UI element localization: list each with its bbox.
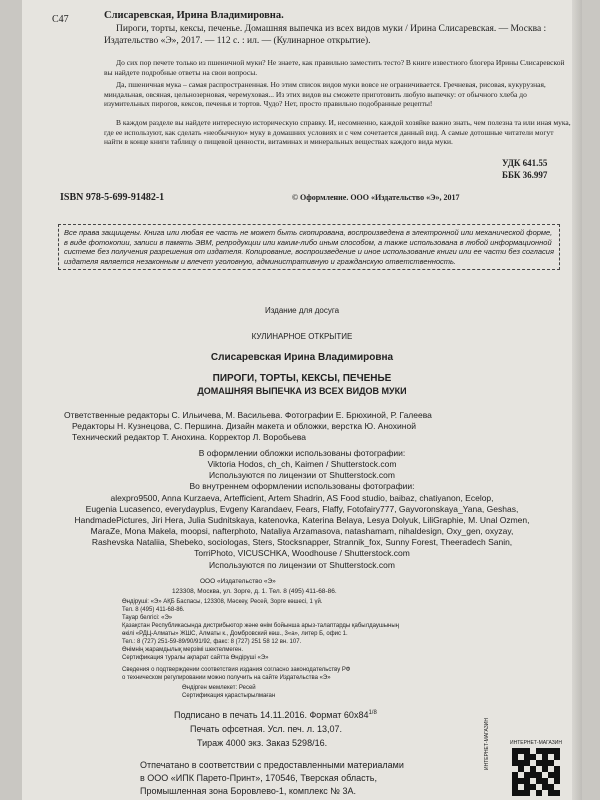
- catalog-code: С47: [52, 14, 69, 25]
- credits-line: Технический редактор Т. Анохина. Корректор Л. Воробьева: [72, 432, 307, 442]
- qr-side-label: ИНТЕРНЕТ-МАГАЗИН: [484, 718, 490, 770]
- book-imprint-page: [22, 0, 582, 800]
- format-fraction: 1/8: [368, 710, 377, 716]
- annotation-paragraph: В каждом разделе вы найдете интересную историческую справку. И, несомненно, каждой хозяйке важно знать, чем полезна та или иная мука, где ее используют, как сделать «необычную» муку в домашних условиях и с чем сочетается данный вид. А самые дотошные читатели могут найти в конце книги таблицу о пищевой ценности, витаминах и минеральных веществах каждого вида муки.: [104, 118, 571, 146]
- certification-info: Сведения о подтверждении соответствия издания согласно законодательству РФ о техническом регулировании можно получить на сайте Издательства «Э»: [122, 667, 351, 681]
- kz-distributor-info: Өндіруші: «Э» АҚБ Баспасы, 123308, Мәскеу, Ресей, Зорге көшесі, 1 үй. Тел. 8 (495) 411-68-86. Тауар белгісі: «Э» Қазақстан Республикасында дистрибьютор және өнім бойынша арыз-талаптарды қабылдаушының өкілі «РДЦ-Алматы» ЖШС, Алматы к., Домбровский көш., 3«а», литер Б, офис 1. Тел.: 8 (727) 251-59-89/90/91/92, факс: 8 (727) 251 58 12 вн. 107. Өнімнің жарамдылық мерзімі шектелмеген. Сертификация туралы ақпарат сайтта Өндіруші «Э»: [122, 599, 399, 661]
- qr-label: ИНТЕРНЕТ-МАГАЗИН: [510, 740, 562, 746]
- page-fold-shadow: [572, 0, 582, 800]
- imprint-subtitle: ДОМАШНЯЯ ВЫПЕЧКА ИЗ ВСЕХ ВИДОВ МУКИ: [197, 386, 407, 396]
- printed-by: Промышленная зона Боровлево-1, комплекс № 3А.: [140, 786, 356, 796]
- kz-country: Өндірген мемлекет: Ресей: [182, 685, 256, 691]
- license-note: Используются по лицензии от Shutterstock.com: [209, 470, 395, 480]
- cover-photos-credits: Viktoria Hodos, ch_ch, Kaimen / Shutterstock.com: [207, 459, 397, 469]
- publisher-address: 123308, Москва, ул. Зорге, д. 1. Тел. 8 (495) 411-68-86.: [172, 588, 337, 595]
- credits-line: Редакторы Н. Кузнецова, С. Першина. Дизайн макета и обложки, верстка Ю. Анохиной: [72, 421, 416, 431]
- cover-photos-heading: В оформлении обложки использованы фотографии:: [198, 448, 406, 458]
- imprint-author: Слисаревская Ирина Владимировна: [210, 352, 394, 363]
- printed-by: Отпечатано в соответствии с предоставленными материалами: [140, 760, 404, 770]
- rights-notice: Все права защищены. Книга или любая ее часть не может быть скопирована, воспроизведена в электронной или механической форме, в виде фотокопии, записи в память ЭВМ, репродукции или каким-либо иным способом, а также использована в любой информационной системе без получения разрешения от издателя. Копирование, воспроизведение и иное использование книги или ее части без согласия издателя является незаконным и влечет уголовную, административную и гражданскую ответственность.: [58, 224, 560, 270]
- inner-photos-credits: alexpro9500, Anna Kurzaeva, Artefficient, Artem Shadrin, AS Food studio, baibaz, chatiyanon, Ecelop, Eugenia Lucasenco, everydayplus, Evgeny Karandaev, Fears, Flaffy, Fotofairy777, Gayvoronskaya_Yana, Geshas, HandmadePictures, Jiri Hera, Julia Sudnitskaya, katenovka, Katerina Belaya, Lesya Dolyuk, LiliGraphie, M. Unal Ozmen, MaraZe, Mona Makela, moopsi, nafterphoto, Nataliya Arzamasova, natashamam, nihaldesign, Oxy_gen, oxyzay, Rashevska Nataliia, Shebeko, sociologas, Sters, Stocksnapper, Strannik_fox, Sunny Forest, Theeradech Sanin, TorriPhoto, VICUSCHKA, Woodhouse / Shutterstock.com: [74, 493, 530, 558]
- bibliographic-description: Пироги, торты, кексы, печенье. Домашняя выпечка из всех видов муки / Ирина Слисаревская. — Москва : Издательство «Э», 2017. — 112 с. : ил. — (Кулинарное открытие).: [104, 24, 547, 46]
- print-sheets: Печать офсетная. Усл. печ. л. 13,07.: [190, 724, 342, 734]
- publisher-name: ООО «Издательство «Э»: [200, 578, 276, 585]
- author-line: Слисаревская, Ирина Владимировна.: [104, 10, 284, 21]
- annotation-paragraph: Да, пшеничная мука – самая распространенная. Но этим список видов муки вовсе не ограничивается. Гречневая, рисовая, кукурузная, миндальная, овсяная, цельнозерновая, черемуховая... Из этих видов вы сможете приготовить любую выпечку: от обычного хлеба до изумительных пирогов, кексов, печенья и тортов. Чудо? Нет, просто правильно подобранные рецепты!: [104, 80, 546, 108]
- series-name: КУЛИНАРНОЕ ОТКРЫТИЕ: [251, 332, 353, 341]
- print-run: Тираж 4000 экз. Заказ 5298/16.: [197, 738, 328, 748]
- imprint-title: ПИРОГИ, ТОРТЫ, КЕКСЫ, ПЕЧЕНЬЕ: [212, 373, 392, 384]
- bbk-code: ББК 36.997: [502, 170, 548, 180]
- annotation-paragraph: До сих пор печете только из пшеничной муки? Не знаете, как правильно заместить тесто? В книге известного блогера Ирины Слисаревской вы найдете подробные ответы на свои вопросы.: [104, 58, 565, 77]
- license-note: Используются по лицензии от Shutterstock.com: [209, 560, 395, 570]
- print-signed: Подписано в печать 14.11.2016. Формат $60x84^{1/8}$: [174, 710, 377, 720]
- udk-code: УДК 641.55: [502, 158, 548, 168]
- copyright: © Оформление. ООО «Издательство «Э», 2017: [292, 193, 460, 202]
- credits-line: Ответственные редакторы С. Ильичева, М. Васильева. Фотографии Е. Брюхиной, Р. Галеева: [64, 410, 432, 420]
- isbn: ISBN 978-5-699-91482-1: [60, 192, 165, 203]
- edition-type: Издание для досуга: [264, 306, 340, 315]
- kz-certification: Сертификация қарастырылмаған: [182, 693, 276, 699]
- qr-code: [512, 748, 560, 796]
- printed-by: в ООО «ИПК Парето-Принт», 170546, Тверская область,: [140, 773, 377, 783]
- inner-photos-heading: Во внутреннем оформлении использованы фотографии:: [189, 481, 415, 491]
